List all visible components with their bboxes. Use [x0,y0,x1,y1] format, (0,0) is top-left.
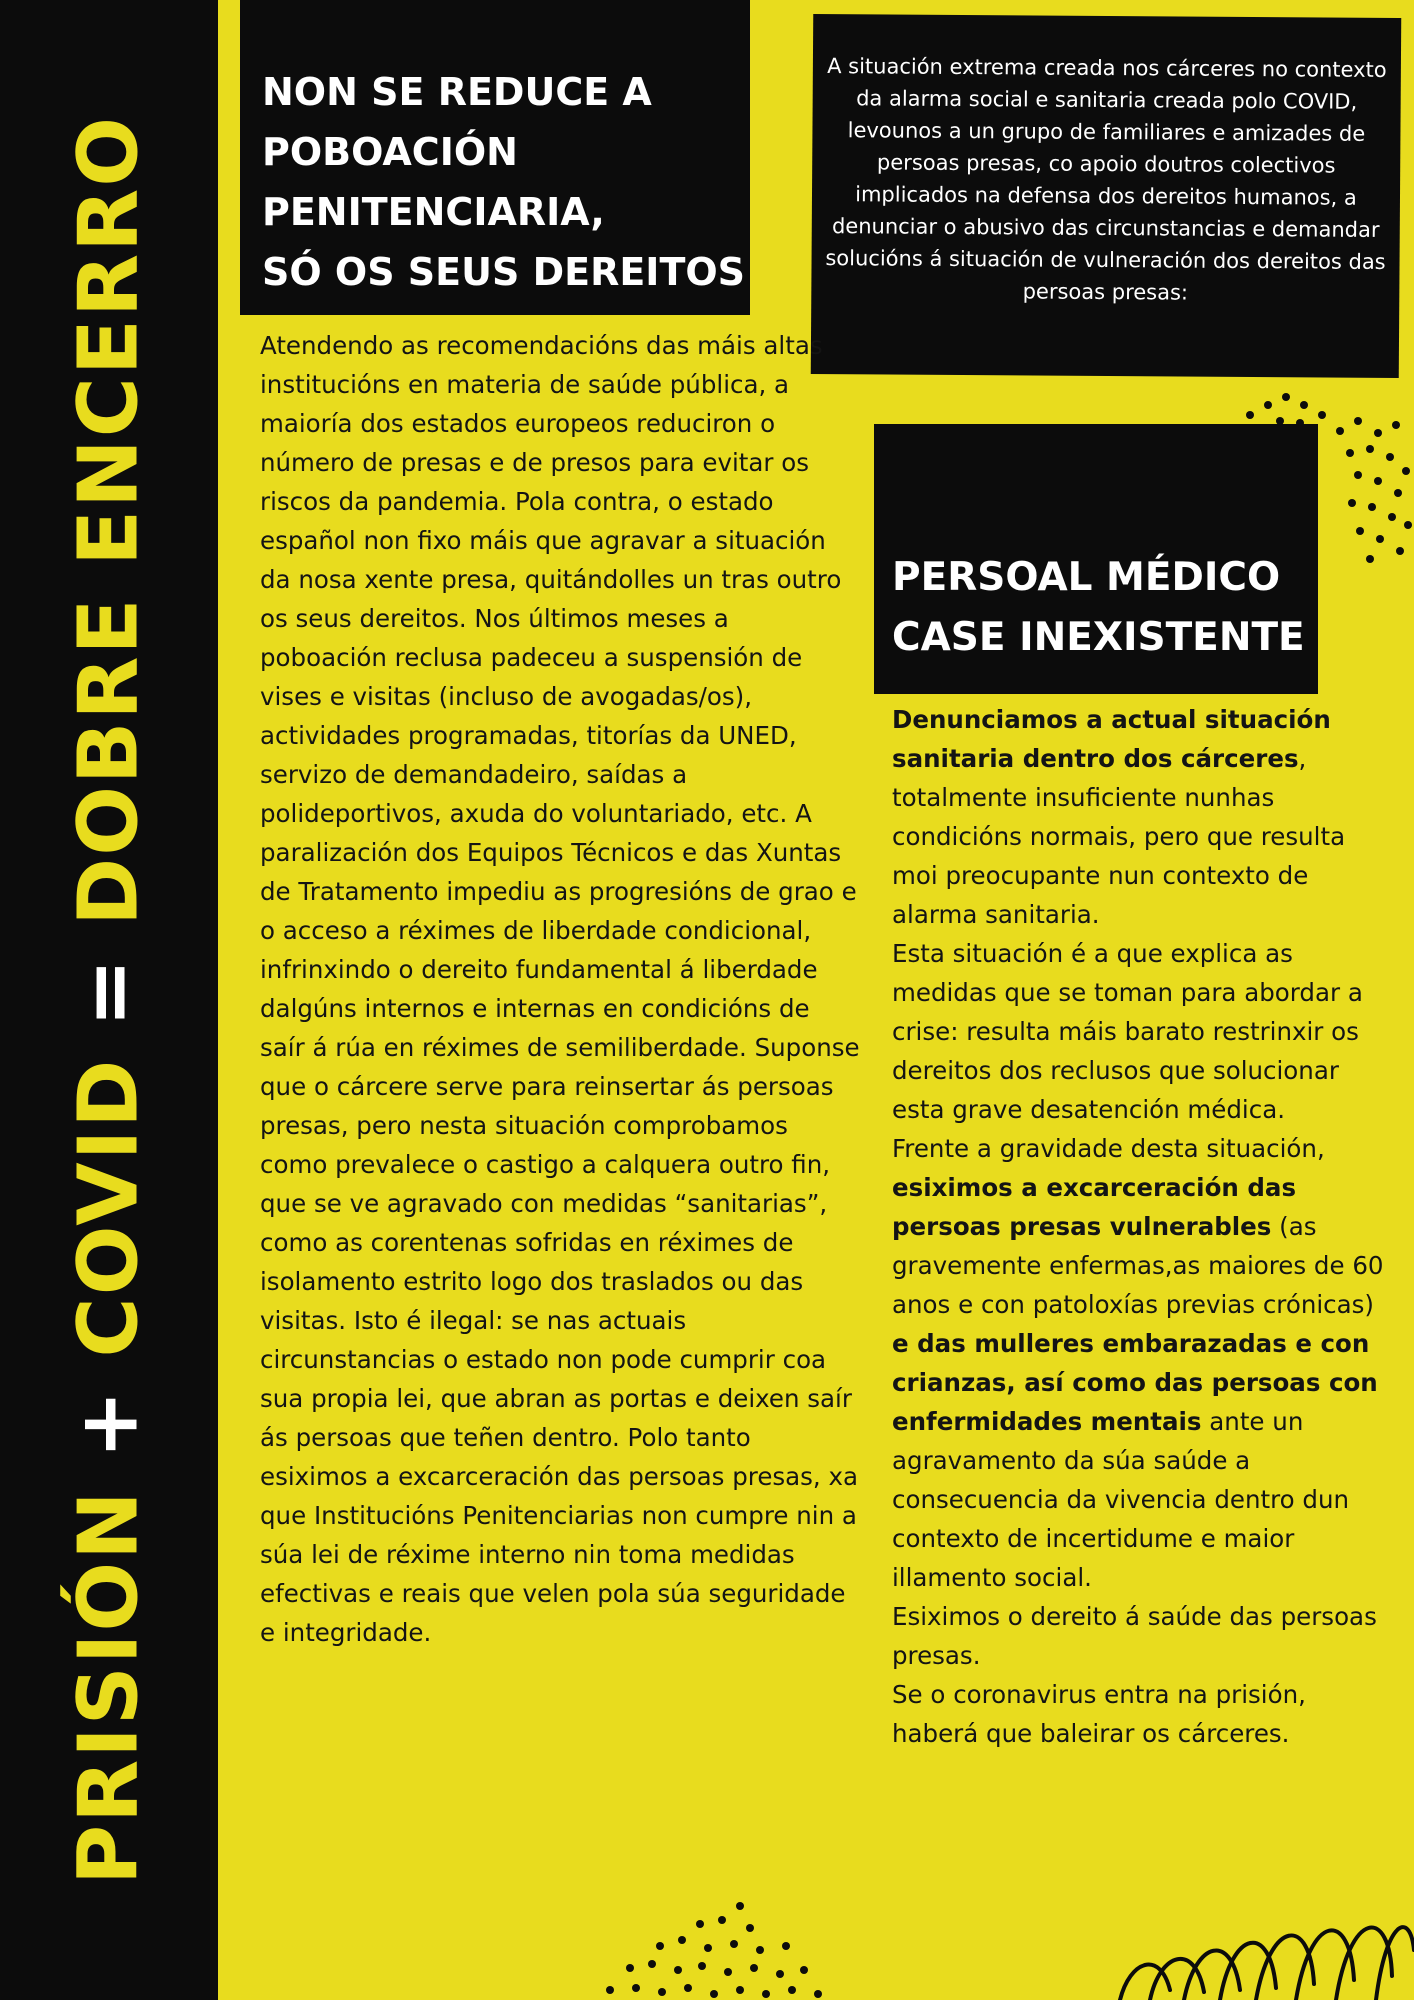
title-plus: + [61,1388,157,1459]
medical-heading-box [874,424,1318,694]
title-words-dobre-encerro: DOBRE ENCERRO [61,115,157,926]
main-heading: NON SE REDUCE A POBOACIÓN PENITENCIARIA, SÓ OS SEUS DEREITOS [262,70,746,294]
right-paragraph-2: Esta situación é a que explica as medidas que se toman para abordar a crise: resulta máis barato restrinxir os dereitos dos reclusos que solucionar esta grave desatención médica. [892,939,1363,1124]
right-paragraph-5: Se o coronavirus entra na prisión, haberá que baleirar os cárceres. [892,1680,1306,1748]
vertical-title [62,115,157,1885]
heading-box [240,0,750,315]
sidebar-banner [0,0,218,2000]
scribble-decoration [1100,1880,1414,2000]
right-paragraph-4: Esiximos o dereito á saúde das persoas presas. [892,1602,1377,1670]
title-word-covid: COVID [61,1057,157,1358]
title-equals: = [61,956,157,1028]
right-body-text [892,700,1394,1753]
intro-box [811,14,1401,378]
title-word-prision: PRISIÓN [61,1489,157,1885]
right-paragraph-3: Frente a gravidade desta situación, esiximos a excarceración das persoas presas vulnerables (as gravemente enfermas,as maiores de 60 anos e con patoloxías previas crónicas) e das mulleres embarazadas e con crianzas, así como das persoas con enfermidades mentais ante un agravamento da súa saúde a consecuencia da vivencia dentro dun contexto de incertidume e maior illamento social. [892,1134,1384,1592]
dots-decoration-bottom [590,1890,890,2000]
right-paragraph-1: Denunciamos a actual situación sanitaria dentro dos cárceres, totalmente insuficiente nunhas condicións normais, pero que resulta moi preocupante nun contexto de alarma sanitaria. [892,705,1346,929]
main-body-text: Atendendo as recomendacións das máis altas institucións en materia de saúde pública, a maioría dos estados europeos reduciron o número de presas e de presos para evitar os riscos da pandemia. Pola contra, o estado español non fixo máis que agravar a situación da nosa xente presa, quitándolles un tras outro os seus dereitos. Nos últimos meses a poboación reclusa padeceu a suspensión de vises e visitas (incluso de avogadas/os), actividades programadas, titorías da UNED, servizo de demandadeiro, saídas a polideportivos, axuda do voluntariado, etc. A paralización dos Equipos Técnicos e das Xuntas de Tratamento impediu as progresións de grao e o acceso a réximes de liberdade condicional, infrinxindo o dereito fundamental á liberdade dalgúns internos e internas en condicións de saír á rúa en réximes de semiliberdade. Suponse que o cárcere serve para reinsertar ás persoas presas, pero nesta situación comprobamos como prevalece o castigo a calquera outro fin, que se ve agravado con medidas “sanitarias”, como as corentenas sofridas en réximes de isolamento estrito logo dos traslados ou das visitas. Isto é ilegal: se nas actuais circunstancias o estado non pode cumprir coa sua propia lei, que abran as portas e deixen saír ás persoas que teñen dentro. Polo tanto esiximos a excarceración das persoas presas, xa que Institucións Penitenciarias non cumpre nin a súa lei de réxime interno nin toma medidas efectivas e reais que velen pola súa seguridade e integridade. [260,331,860,1647]
medical-heading: PERSOAL MÉDICO CASE INEXISTENTE [892,555,1305,660]
intro-text: A situación extrema creada nos cárceres no contexto da alarma social e sanitaria creada polo COVID, levounos a un grupo de familiares e amizades de persoas presas, co apoio doutros colectivos implicados na defensa dos dereitos humanos, a denunciar o abusivo das circunstancias e demandar solucións á situación de vulneración dos dereitos das persoas presas: [825,54,1387,305]
